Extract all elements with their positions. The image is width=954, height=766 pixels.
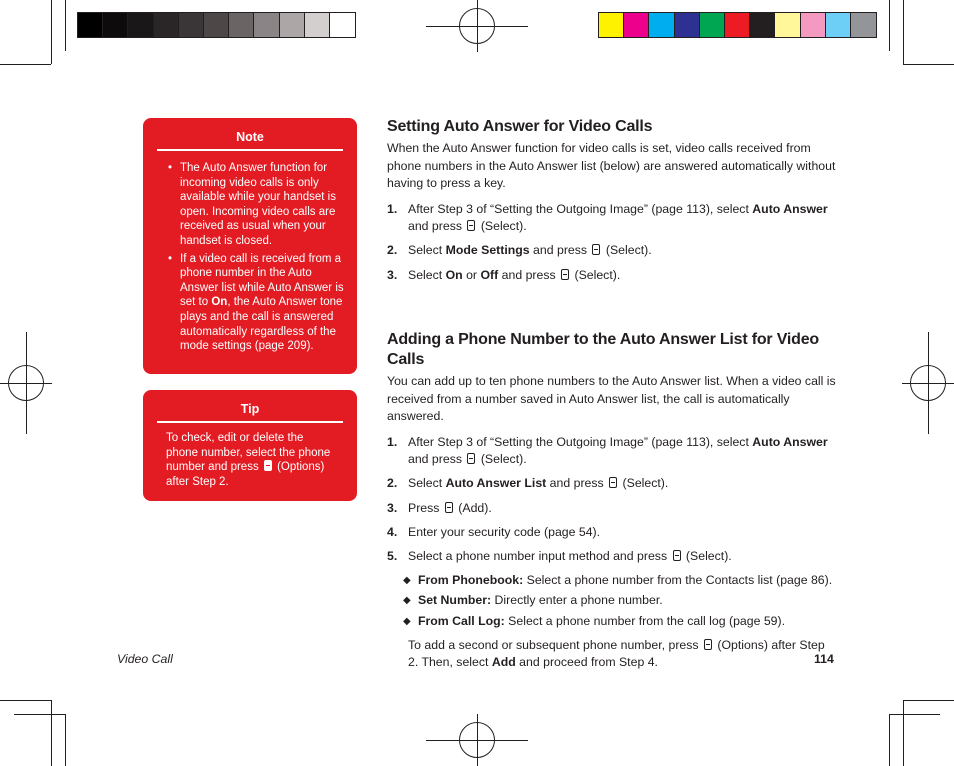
crop-mark — [889, 0, 890, 51]
step-item: 1. After Step 3 of “Setting the Outgoing Image” (page 113), select Auto Answer and press (Select). — [387, 201, 828, 234]
crop-mark — [903, 0, 904, 64]
note-item: • The Auto Answer function for incoming video calls is only available while your handset is open. Incoming video calls are received as usual when your handset is closed. — [168, 161, 345, 249]
color-swatch — [330, 13, 355, 37]
crop-mark — [889, 714, 890, 766]
crop-mark — [903, 700, 904, 766]
tip-text: To check, edit or delete the phone number, select the phone number and press (Options) after Step 2. — [166, 432, 331, 488]
section-intro: You can add up to ten phone numbers to the Auto Answer list. When a video call is received from a number saved in Auto Answer list, the call is automatically answered. — [387, 374, 836, 424]
color-swatch — [204, 13, 229, 37]
grayscale-color-bar — [77, 12, 356, 38]
note-item: • If a video call is received from a phone number in the Auto Answer list while Auto Answer is set to On, the Auto Answer tone plays and the call is answered automatically regardless of the mode settings (page 209). — [168, 252, 345, 354]
diamond-bullet-icon: ◆ — [403, 616, 411, 628]
section-intro: When the Auto Answer function for video calls is set, video calls received from phone numbers in the Auto Answer list (below) are answered automatically without having to press a key. — [387, 141, 836, 191]
step-list — [387, 201, 837, 284]
option-item: ◆ Set Number: Directly enter a phone number. — [403, 592, 837, 610]
color-swatch — [826, 13, 851, 37]
option-list — [403, 572, 837, 631]
color-swatch — [78, 13, 103, 37]
color-swatch — [700, 13, 725, 37]
option-item: ◆ From Call Log: Select a phone number from the call log (page 59). — [403, 613, 837, 631]
closing-note: To add a second or subsequent phone number, press (Options) after Step 2. Then, select Add and proceed from Step 4. — [408, 637, 825, 670]
softkey-icon — [264, 460, 272, 471]
crop-mark — [903, 64, 954, 65]
color-swatch — [280, 13, 305, 37]
tip-divider — [157, 421, 343, 423]
page-number: 114 — [814, 652, 834, 666]
color-swatch — [725, 13, 750, 37]
color-swatch — [599, 13, 624, 37]
color-swatch — [801, 13, 826, 37]
diamond-bullet-icon: ◆ — [403, 574, 411, 586]
diamond-bullet-icon: ◆ — [403, 595, 411, 607]
section-add-number — [387, 330, 837, 672]
crop-mark — [51, 0, 52, 64]
note-divider — [157, 149, 343, 151]
color-swatch — [103, 13, 128, 37]
color-swatch — [624, 13, 649, 37]
color-swatch — [649, 13, 674, 37]
softkey-icon — [592, 244, 600, 255]
tip-box — [143, 390, 357, 501]
registration-mark — [910, 365, 946, 401]
crop-mark — [0, 700, 51, 701]
softkey-icon — [467, 220, 475, 231]
crop-mark — [65, 0, 66, 51]
registration-mark — [459, 722, 495, 758]
step-item: 1. After Step 3 of “Setting the Outgoing Image” (page 113), select Auto Answer and press (Select). — [387, 434, 828, 467]
note-heading: Note — [236, 130, 264, 144]
crop-mark — [14, 714, 65, 715]
step-item: 5. Select a phone number input method and press (Select). — [387, 548, 732, 563]
section-auto-answer — [387, 117, 837, 291]
step-item: 3. Press (Add). — [387, 500, 492, 515]
section-title: Setting Auto Answer for Video Calls — [387, 118, 653, 135]
color-swatch — [851, 13, 876, 37]
step-item: 4. Enter your security code (page 54). — [387, 524, 601, 539]
registration-mark — [459, 8, 495, 44]
softkey-icon — [673, 550, 681, 561]
color-swatch — [775, 13, 800, 37]
tip-heading: Tip — [240, 402, 260, 416]
option-item: ◆ From Phonebook: Select a phone number from the Contacts list (page 86). — [403, 572, 837, 590]
color-swatch — [229, 13, 254, 37]
softkey-icon — [561, 269, 569, 280]
crop-mark — [51, 700, 52, 766]
step-list — [387, 434, 837, 566]
section-title: Adding a Phone Number to the Auto Answer List for Video Calls — [387, 331, 819, 368]
step-item: 3. Select On or Off and press (Select). — [387, 267, 621, 282]
color-swatch — [128, 13, 153, 37]
footer-section-name: Video Call — [117, 652, 173, 666]
crop-mark — [65, 714, 66, 766]
softkey-icon — [467, 453, 475, 464]
registration-mark — [8, 365, 44, 401]
color-swatch — [305, 13, 330, 37]
process-color-bar — [598, 12, 877, 38]
color-swatch — [154, 13, 179, 37]
softkey-icon — [704, 639, 712, 650]
note-box — [143, 118, 357, 374]
step-item: 2. Select Mode Settings and press (Select). — [387, 243, 652, 258]
color-swatch — [750, 13, 775, 37]
softkey-icon — [609, 477, 617, 488]
crop-mark — [889, 714, 940, 715]
crop-mark — [903, 700, 954, 701]
crop-mark — [0, 64, 51, 65]
color-swatch — [675, 13, 700, 37]
color-swatch — [254, 13, 279, 37]
color-swatch — [179, 13, 204, 37]
softkey-icon — [445, 502, 453, 513]
note-list — [143, 161, 357, 354]
step-item: 2. Select Auto Answer List and press (Select). — [387, 476, 669, 491]
